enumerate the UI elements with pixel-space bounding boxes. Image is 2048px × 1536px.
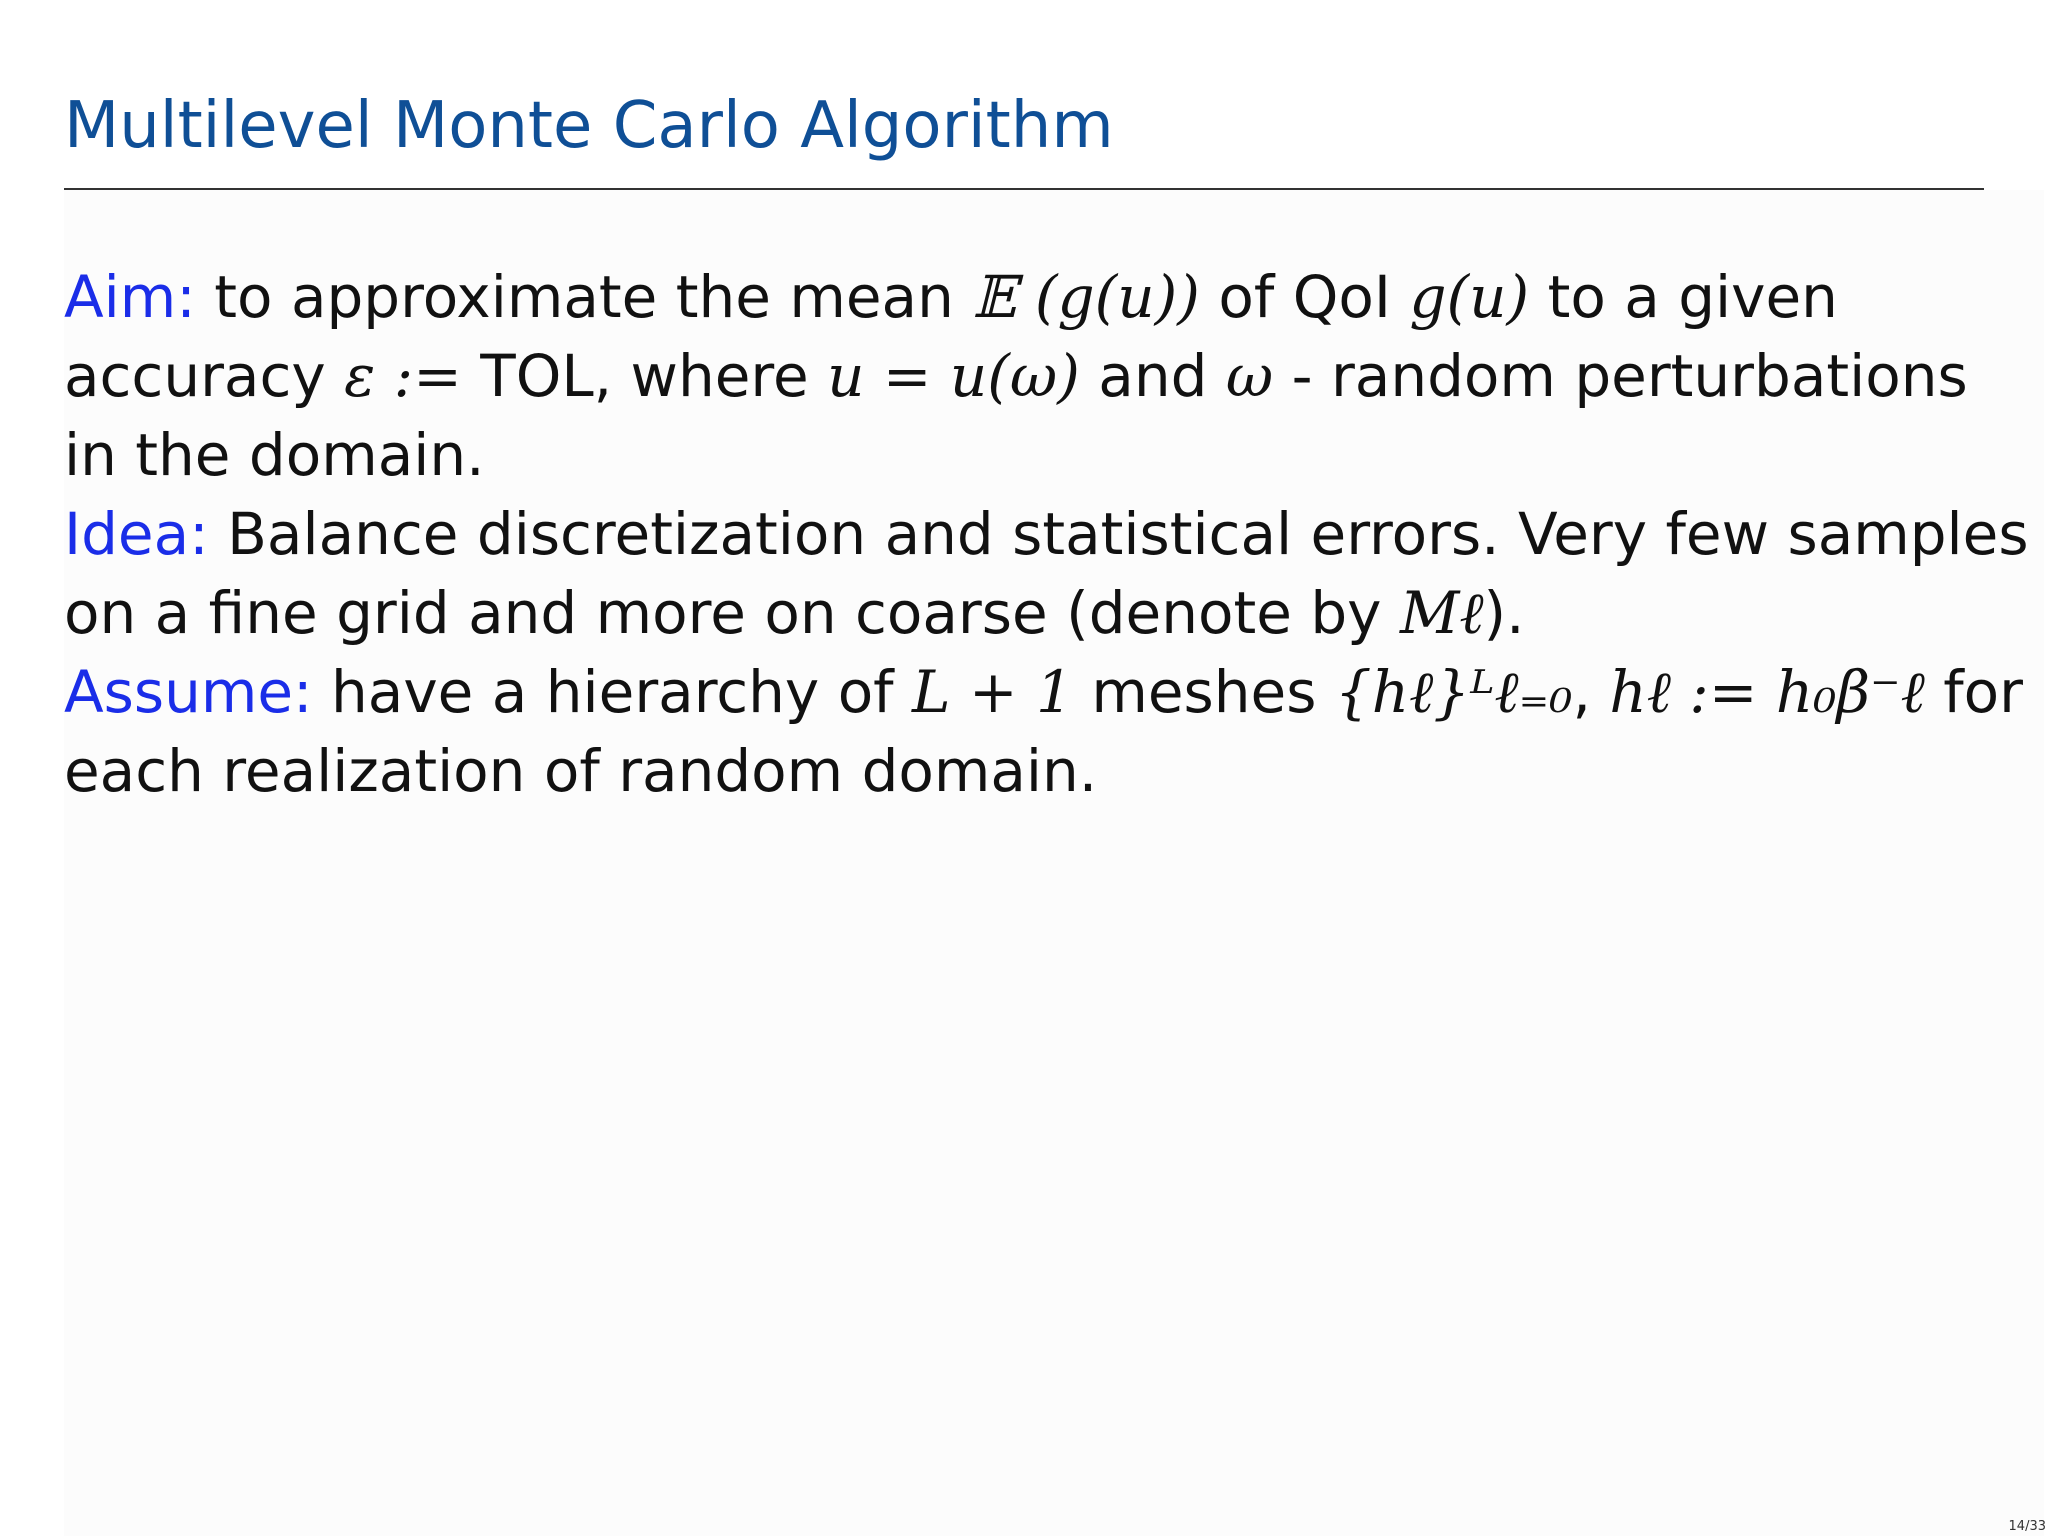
aim-text: to a given xyxy=(1529,263,1838,331)
assume-text: each realization of random domain. xyxy=(64,737,1098,805)
assume-text: for xyxy=(1924,658,2023,726)
idea-text: ). xyxy=(1483,579,1525,647)
aim-keyword: Aim: xyxy=(64,263,196,331)
idea-text: Balance discretization and statistical errors. Very few samples xyxy=(227,500,2029,568)
slide-title: Multilevel Monte Carlo Algorithm xyxy=(64,89,1114,163)
aim-text: of QoI xyxy=(1199,263,1410,331)
idea-keyword: Idea: xyxy=(64,500,209,568)
aim-text: - random perturbations xyxy=(1273,342,1968,410)
idea-math-m-ell: Mℓ xyxy=(1399,579,1484,647)
aim-text: TOL, where xyxy=(461,342,828,410)
assume-math-mesh-set: {hℓ}ᴸℓ₌₀ xyxy=(1334,658,1573,726)
assume-line-2 xyxy=(64,732,1984,811)
aim-math-omega: ω xyxy=(1225,342,1274,410)
aim-line-3 xyxy=(64,416,1984,495)
assume-math-mesh-size: hℓ := h₀β⁻ℓ xyxy=(1609,658,1925,726)
assume-text: have a hierarchy of xyxy=(331,658,913,726)
title-divider xyxy=(64,188,1984,190)
aim-text: accuracy xyxy=(64,342,345,410)
assume-keyword: Assume: xyxy=(64,658,313,726)
aim-math-u-omega: u = u(ω) xyxy=(827,342,1080,410)
aim-math-epsilon: ε := xyxy=(344,342,462,410)
idea-text: on a fine grid and more on coarse (denote by xyxy=(64,579,1400,647)
aim-line-1 xyxy=(64,258,1984,337)
aim-text: and xyxy=(1079,342,1226,410)
slide-content xyxy=(64,258,2029,811)
idea-line-1 xyxy=(64,495,2029,574)
aim-text: in the domain. xyxy=(64,421,485,489)
aim-math-expectation: 𝔼 (g(u)) xyxy=(972,263,1200,331)
idea-line-2 xyxy=(64,574,1984,653)
assume-text: meshes xyxy=(1072,658,1335,726)
aim-math-qoi: g(u) xyxy=(1409,263,1530,331)
assume-text: , xyxy=(1572,658,1610,726)
assume-line-1 xyxy=(64,653,2023,732)
page-number: 14/33 xyxy=(2008,1519,2046,1534)
aim-text: to approximate the mean xyxy=(214,263,973,331)
assume-math-levels: L + 1 xyxy=(912,658,1073,726)
aim-line-2 xyxy=(64,337,1984,416)
